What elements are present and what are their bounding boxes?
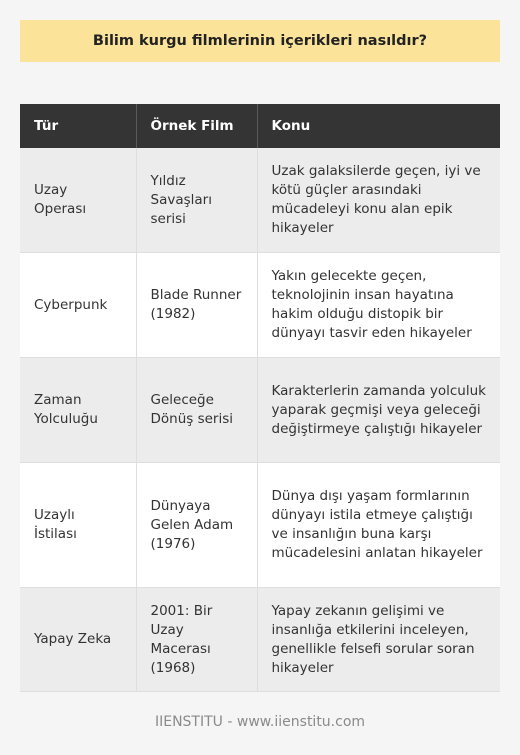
page-title: Bilim kurgu filmlerinin içerikleri nasıldır?: [20, 20, 500, 62]
table-row: [20, 463, 500, 588]
table-row: [20, 588, 500, 692]
genre-cell: Cyberpunk: [20, 253, 136, 358]
table-row: [20, 358, 500, 463]
column-header-topic: Konu: [257, 104, 500, 148]
film-cell: Dünyaya Gelen Adam (1976): [136, 463, 257, 588]
topic-cell: Karakterlerin zamanda yolculuk yaparak geçmişi veya geleceği değiştirmeye çalıştığı hikayeler: [257, 358, 500, 463]
footer-credit: IIENSTITU - www.iienstitu.com: [154, 714, 366, 730]
topic-cell: Yakın gelecekte geçen, teknolojinin insan hayatına hakim olduğu distopik bir dünyayı tasvir eden hikayeler: [257, 253, 500, 358]
film-cell: 2001: Bir Uzay Macerası (1968): [136, 588, 257, 692]
column-header-example-film: Örnek Film: [136, 104, 257, 148]
genre-table: [20, 104, 500, 692]
table-header-row: [20, 104, 500, 148]
topic-cell: Yapay zekanın gelişimi ve insanlığa etkilerini inceleyen, genellikle felsefi sorular soran hikayeler: [257, 588, 500, 692]
genre-cell: Uzaylı İstilası: [20, 463, 136, 588]
genre-cell: Zaman Yolculuğu: [20, 358, 136, 463]
film-cell: Blade Runner (1982): [136, 253, 257, 358]
genre-cell: Uzay Operası: [20, 148, 136, 253]
table-row: [20, 253, 500, 358]
film-cell: Geleceğe Dönüş serisi: [136, 358, 257, 463]
table-row: [20, 148, 500, 253]
topic-cell: Uzak galaksilerde geçen, iyi ve kötü güçler arasındaki mücadeleyi konu alan epik hikayeler: [257, 148, 500, 253]
topic-cell: Dünya dışı yaşam formlarının dünyayı istila etmeye çalıştığı ve insanlığın buna karşı mücadelesini anlatan hikayeler: [257, 463, 500, 588]
film-cell: Yıldız Savaşları serisi: [136, 148, 257, 253]
column-header-genre: Tür: [20, 104, 136, 148]
genre-cell: Yapay Zeka: [20, 588, 136, 692]
